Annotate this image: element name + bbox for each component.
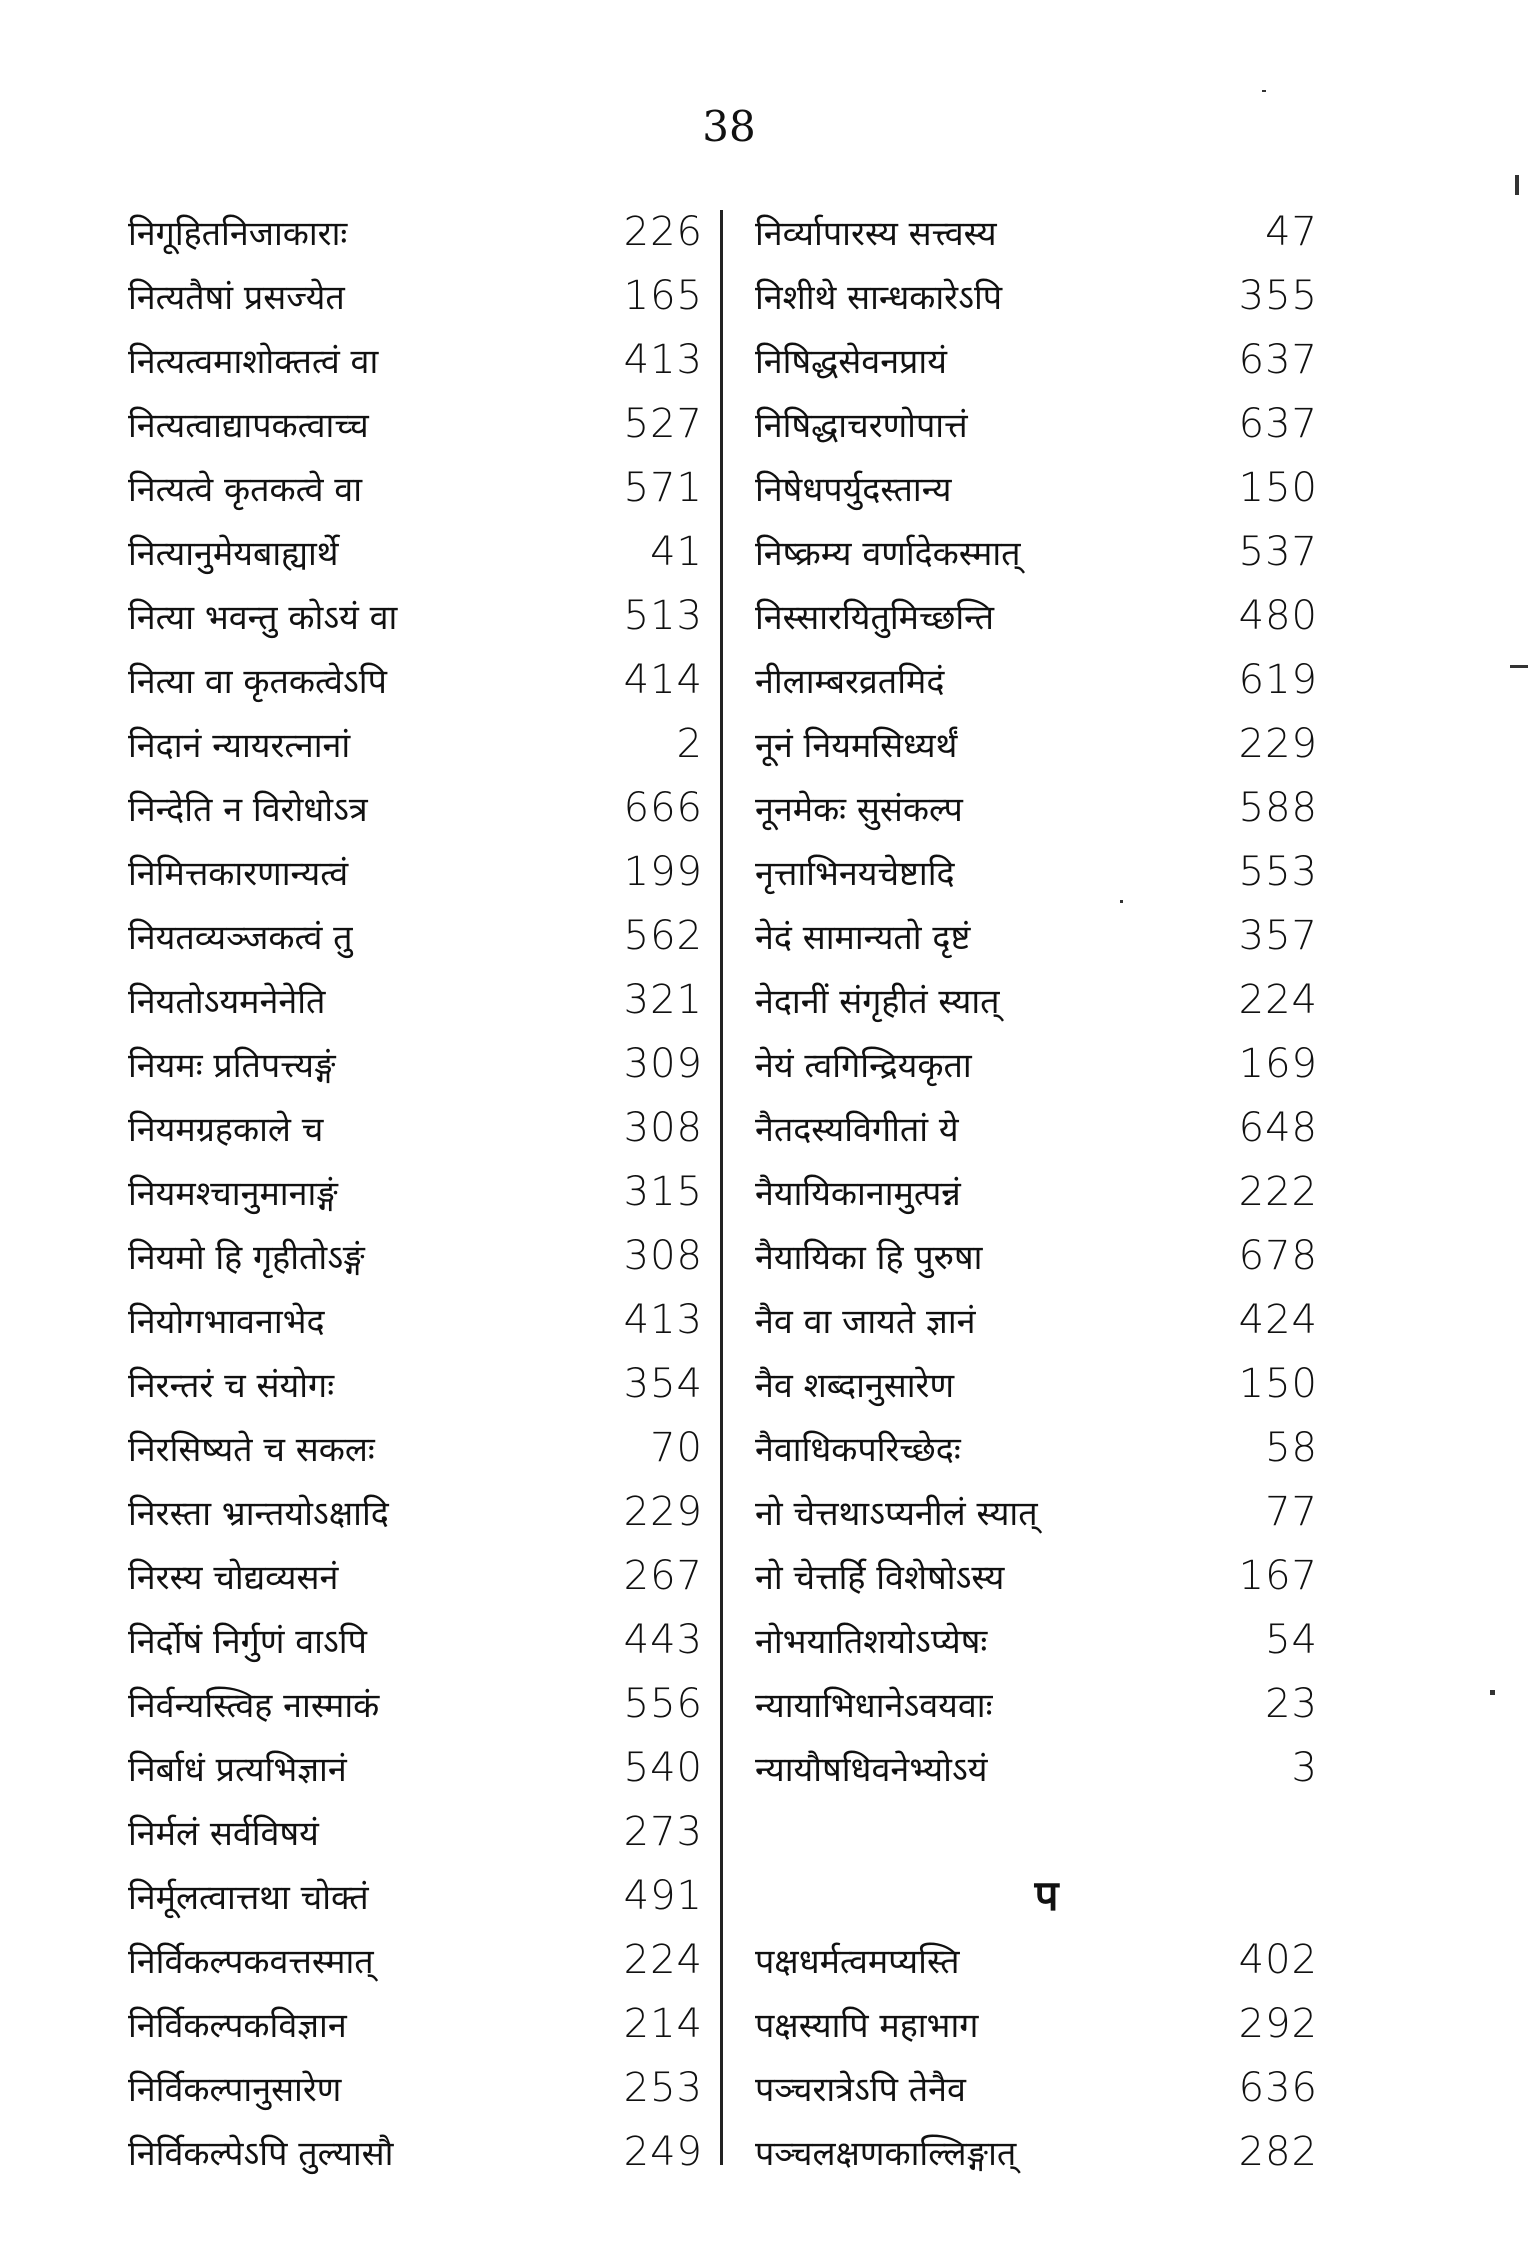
scan-edge-mark <box>1510 665 1528 668</box>
page-reference: 637 <box>1238 337 1318 383</box>
page-reference: 588 <box>1238 785 1318 831</box>
index-term: नूनं नियमसिध्यर्थं <box>755 726 958 766</box>
index-entry <box>755 584 1318 648</box>
page-reference: 443 <box>623 1617 703 1663</box>
index-term: नैयायिका हि पुरुषा <box>755 1238 983 1278</box>
page-reference: 224 <box>1238 977 1318 1023</box>
index-entry <box>128 1800 703 1864</box>
index-entry <box>755 520 1318 584</box>
page-reference: 2 <box>676 721 703 767</box>
page-reference: 41 <box>650 529 703 575</box>
index-entry <box>128 1160 703 1224</box>
page-reference: 169 <box>1238 1041 1318 1087</box>
column-divider <box>720 210 723 2165</box>
index-term: निरन्तरं च संयोगः <box>128 1366 335 1406</box>
page-reference: 70 <box>650 1425 703 1471</box>
index-term: निर्वन्यस्त्विह नास्माकं <box>128 1686 380 1726</box>
index-entry <box>755 1736 1318 1800</box>
page-number: 38 <box>702 102 756 151</box>
index-term: निषिद्धसेवनप्रायं <box>755 342 947 382</box>
page-reference: 309 <box>623 1041 703 1087</box>
page-reference: 77 <box>1265 1489 1318 1535</box>
section-heading: प <box>1034 1871 1059 1920</box>
index-term: निस्सारयितुमिच्छन्ति <box>755 598 994 638</box>
index-entry <box>755 328 1318 392</box>
index-entry <box>755 200 1318 264</box>
index-term: निरस्य चोद्यव्यसनं <box>128 1558 339 1598</box>
index-entry <box>128 1352 703 1416</box>
page-reference: 414 <box>623 657 703 703</box>
page-reference: 150 <box>1238 1361 1318 1407</box>
index-entry <box>755 648 1318 712</box>
index-entry <box>128 1032 703 1096</box>
index-term: नैयायिकानामुत्पन्नं <box>755 1174 961 1214</box>
page-reference: 214 <box>623 2001 703 2047</box>
page-reference: 226 <box>623 209 703 255</box>
page-reference: 273 <box>623 1809 703 1855</box>
page-reference: 491 <box>623 1873 703 1919</box>
index-term: नित्यानुमेयबाह्यार्थे <box>128 534 339 574</box>
index-entry <box>128 968 703 1032</box>
index-entry <box>755 392 1318 456</box>
index-term: न्यायौषधिवनेभ्योऽयं <box>755 1750 988 1790</box>
page-reference: 165 <box>623 273 703 319</box>
index-term: नैवाधिकपरिच्छेदः <box>755 1430 961 1470</box>
page-reference: 315 <box>623 1169 703 1215</box>
scan-speck <box>1120 900 1123 903</box>
index-term: नेयं त्वगिन्द्रियकृता <box>755 1046 972 1086</box>
page-reference: 58 <box>1265 1425 1318 1471</box>
index-term: निदानं न्यायरत्नानां <box>128 726 351 766</box>
index-term: नैव शब्दानुसारेण <box>755 1366 955 1406</box>
index-entry <box>128 200 703 264</box>
index-term: निशीथे सान्धकारेऽपि <box>755 278 1003 318</box>
left-index-column <box>128 200 703 2184</box>
index-entry <box>755 1160 1318 1224</box>
index-entry <box>128 1928 703 1992</box>
index-entry <box>128 840 703 904</box>
index-entry <box>128 712 703 776</box>
index-entry <box>755 1288 1318 1352</box>
index-entry <box>128 456 703 520</box>
index-entry <box>755 264 1318 328</box>
index-entry <box>755 1928 1318 1992</box>
index-term: नित्या भवन्तु कोऽयं वा <box>128 598 398 638</box>
page-reference: 321 <box>623 977 703 1023</box>
page-reference: 308 <box>623 1105 703 1151</box>
index-term: नो चेत्तर्हि विशेषोऽस्य <box>755 1558 1005 1598</box>
index-term: निगूहितनिजाकाराः <box>128 214 348 254</box>
index-entry <box>128 1096 703 1160</box>
index-entry <box>128 1672 703 1736</box>
index-entry <box>755 2056 1318 2120</box>
index-term: नित्यत्वाद्यापकत्वाच्च <box>128 406 369 446</box>
page-reference: 229 <box>623 1489 703 1535</box>
index-term: निर्व्यापारस्य सत्त्वस्य <box>755 214 997 254</box>
index-entry <box>128 520 703 584</box>
index-term: नृत्ताभिनयचेष्टादि <box>755 854 955 894</box>
index-entry <box>128 776 703 840</box>
page-reference: 354 <box>623 1361 703 1407</box>
index-entry <box>755 2120 1318 2184</box>
page-reference: 540 <box>623 1745 703 1791</box>
index-entry <box>128 648 703 712</box>
page-reference: 562 <box>623 913 703 959</box>
index-term: निर्विकल्पकवत्तस्मात् <box>128 1942 374 1982</box>
index-term: नित्या वा कृतकत्वेऽपि <box>128 662 387 702</box>
page-reference: 636 <box>1238 2065 1318 2111</box>
index-term: निर्दोषं निर्गुणं वाऽपि <box>128 1622 367 1662</box>
index-entry <box>128 904 703 968</box>
index-entry <box>128 1416 703 1480</box>
index-term: निर्विकल्पकविज्ञान <box>128 2006 347 2046</box>
index-term: पक्षधर्मत्वमप्यस्ति <box>755 1942 960 1982</box>
index-entry <box>128 392 703 456</box>
index-entry <box>128 1736 703 1800</box>
index-entry <box>755 776 1318 840</box>
index-entry <box>755 1992 1318 2056</box>
page-reference: 619 <box>1238 657 1318 703</box>
index-term: निन्देति न विरोधोऽत्र <box>128 790 368 830</box>
index-entry <box>755 1480 1318 1544</box>
index-entry <box>128 328 703 392</box>
page-reference: 150 <box>1238 465 1318 511</box>
page-reference: 222 <box>1238 1169 1318 1215</box>
page-reference: 249 <box>623 2129 703 2175</box>
index-term: नियमो हि गृहीतोऽङ्गं <box>128 1238 365 1278</box>
page-reference: 424 <box>1238 1297 1318 1343</box>
index-term: न्यायाभिधानेऽवयवाः <box>755 1686 993 1726</box>
page-reference: 47 <box>1265 209 1318 255</box>
index-term: नियतोऽयमनेनेति <box>128 982 326 1022</box>
page-reference: 678 <box>1238 1233 1318 1279</box>
index-term: निषेधपर्युदस्तान्य <box>755 470 952 510</box>
index-term: नेदानीं संगृहीतं स्यात् <box>755 982 1000 1022</box>
index-term: निरस्ता भ्रान्तयोऽक्षादि <box>128 1494 389 1534</box>
page-reference: 224 <box>623 1937 703 1983</box>
page-reference: 292 <box>1238 2001 1318 2047</box>
index-entry <box>128 1992 703 2056</box>
index-term: निर्मलं सर्वविषयं <box>128 1814 319 1854</box>
index-entry <box>755 840 1318 904</box>
section-gap <box>755 1800 1318 1864</box>
index-term: नीलाम्बरव्रतमिदं <box>755 662 945 702</box>
page-reference: 571 <box>623 465 703 511</box>
scan-speck <box>1262 90 1266 92</box>
index-term: नैव वा जायते ज्ञानं <box>755 1302 976 1342</box>
index-term: नैतदस्यविगीतां ये <box>755 1110 959 1150</box>
index-entry <box>755 904 1318 968</box>
index-term: नियतव्यञ्जकत्वं तु <box>128 918 353 958</box>
index-term: निषिद्धाचरणोपात्तं <box>755 406 968 446</box>
page-reference: 23 <box>1265 1681 1318 1727</box>
index-entry <box>755 456 1318 520</box>
index-term: नेदं सामान्यतो दृष्टं <box>755 918 971 958</box>
index-entry <box>755 1352 1318 1416</box>
page-reference: 480 <box>1238 593 1318 639</box>
index-entry <box>755 1672 1318 1736</box>
page-reference: 402 <box>1238 1937 1318 1983</box>
index-term: निर्विकल्पानुसारेण <box>128 2070 342 2110</box>
index-term: पञ्चरात्रेऽपि तेनैव <box>755 2070 966 2110</box>
page-reference: 527 <box>623 401 703 447</box>
index-term: निर्मूलत्वात्तथा चोक्तं <box>128 1878 369 1918</box>
index-entry <box>128 1864 703 1928</box>
index-term: नो चेत्तथाऽप्यनीलं स्यात् <box>755 1494 1038 1534</box>
index-term: नित्यतैषां प्रसज्येत <box>128 278 345 318</box>
index-term: निमित्तकारणान्यत्वं <box>128 854 349 894</box>
index-term: नूनमेकः सुसंकल्प <box>755 790 963 830</box>
index-entry <box>755 1032 1318 1096</box>
index-term: नियमश्चानुमानाङ्गं <box>128 1174 338 1214</box>
index-entry <box>755 1224 1318 1288</box>
page-reference: 167 <box>1238 1553 1318 1599</box>
index-term: निरसिष्यते च सकलः <box>128 1430 375 1470</box>
index-term: पञ्चलक्षणकाल्लिङ्गात् <box>755 2134 1017 2174</box>
page-reference: 308 <box>623 1233 703 1279</box>
page-reference: 666 <box>623 785 703 831</box>
page-reference: 355 <box>1238 273 1318 319</box>
index-entry <box>128 1544 703 1608</box>
page-reference: 553 <box>1238 849 1318 895</box>
page-reference: 199 <box>623 849 703 895</box>
page-reference: 513 <box>623 593 703 639</box>
page-reference: 556 <box>623 1681 703 1727</box>
page-reference: 537 <box>1238 529 1318 575</box>
index-entry <box>755 1544 1318 1608</box>
page-reference: 229 <box>1238 721 1318 767</box>
index-entry <box>755 1416 1318 1480</box>
index-term: नित्यत्वे कृतकत्वे वा <box>128 470 363 510</box>
index-entry <box>755 1096 1318 1160</box>
index-term: निर्बाधं प्रत्यभिज्ञानं <box>128 1750 347 1790</box>
index-term: नियमग्रहकाले च <box>128 1110 324 1150</box>
index-entry <box>755 712 1318 776</box>
page-reference: 267 <box>623 1553 703 1599</box>
index-entry <box>128 2120 703 2184</box>
index-entry <box>128 1608 703 1672</box>
index-entry <box>128 584 703 648</box>
page-reference: 413 <box>623 1297 703 1343</box>
index-entry <box>755 968 1318 1032</box>
page-reference: 648 <box>1238 1105 1318 1151</box>
index-entry <box>128 1480 703 1544</box>
index-entry <box>128 1224 703 1288</box>
scan-edge-mark <box>1515 175 1519 195</box>
index-term: नियमः प्रतिपत्त्यङ्गं <box>128 1046 336 1086</box>
index-entry <box>128 2056 703 2120</box>
index-term: पक्षस्यापि महाभाग <box>755 2006 979 2046</box>
page-reference: 282 <box>1238 2129 1318 2175</box>
index-entry <box>128 264 703 328</box>
right-index-column <box>755 200 1318 2184</box>
page-reference: 54 <box>1265 1617 1318 1663</box>
index-entry <box>128 1288 703 1352</box>
scan-speck <box>1490 1690 1495 1695</box>
page-reference: 413 <box>623 337 703 383</box>
index-term: नियोगभावनाभेद <box>128 1302 325 1342</box>
page-reference: 357 <box>1238 913 1318 959</box>
index-term: नोभयातिशयोऽप्येषः <box>755 1622 988 1662</box>
page-reference: 637 <box>1238 401 1318 447</box>
page-reference: 253 <box>623 2065 703 2111</box>
index-term: निर्विकल्पेऽपि तुल्यासौ <box>128 2134 394 2174</box>
index-entry <box>755 1608 1318 1672</box>
index-term: निष्क्रम्य वर्णादेकस्मात् <box>755 534 1021 574</box>
index-term: नित्यत्वमाशोक्तत्वं वा <box>128 342 379 382</box>
page-reference: 3 <box>1291 1745 1318 1791</box>
